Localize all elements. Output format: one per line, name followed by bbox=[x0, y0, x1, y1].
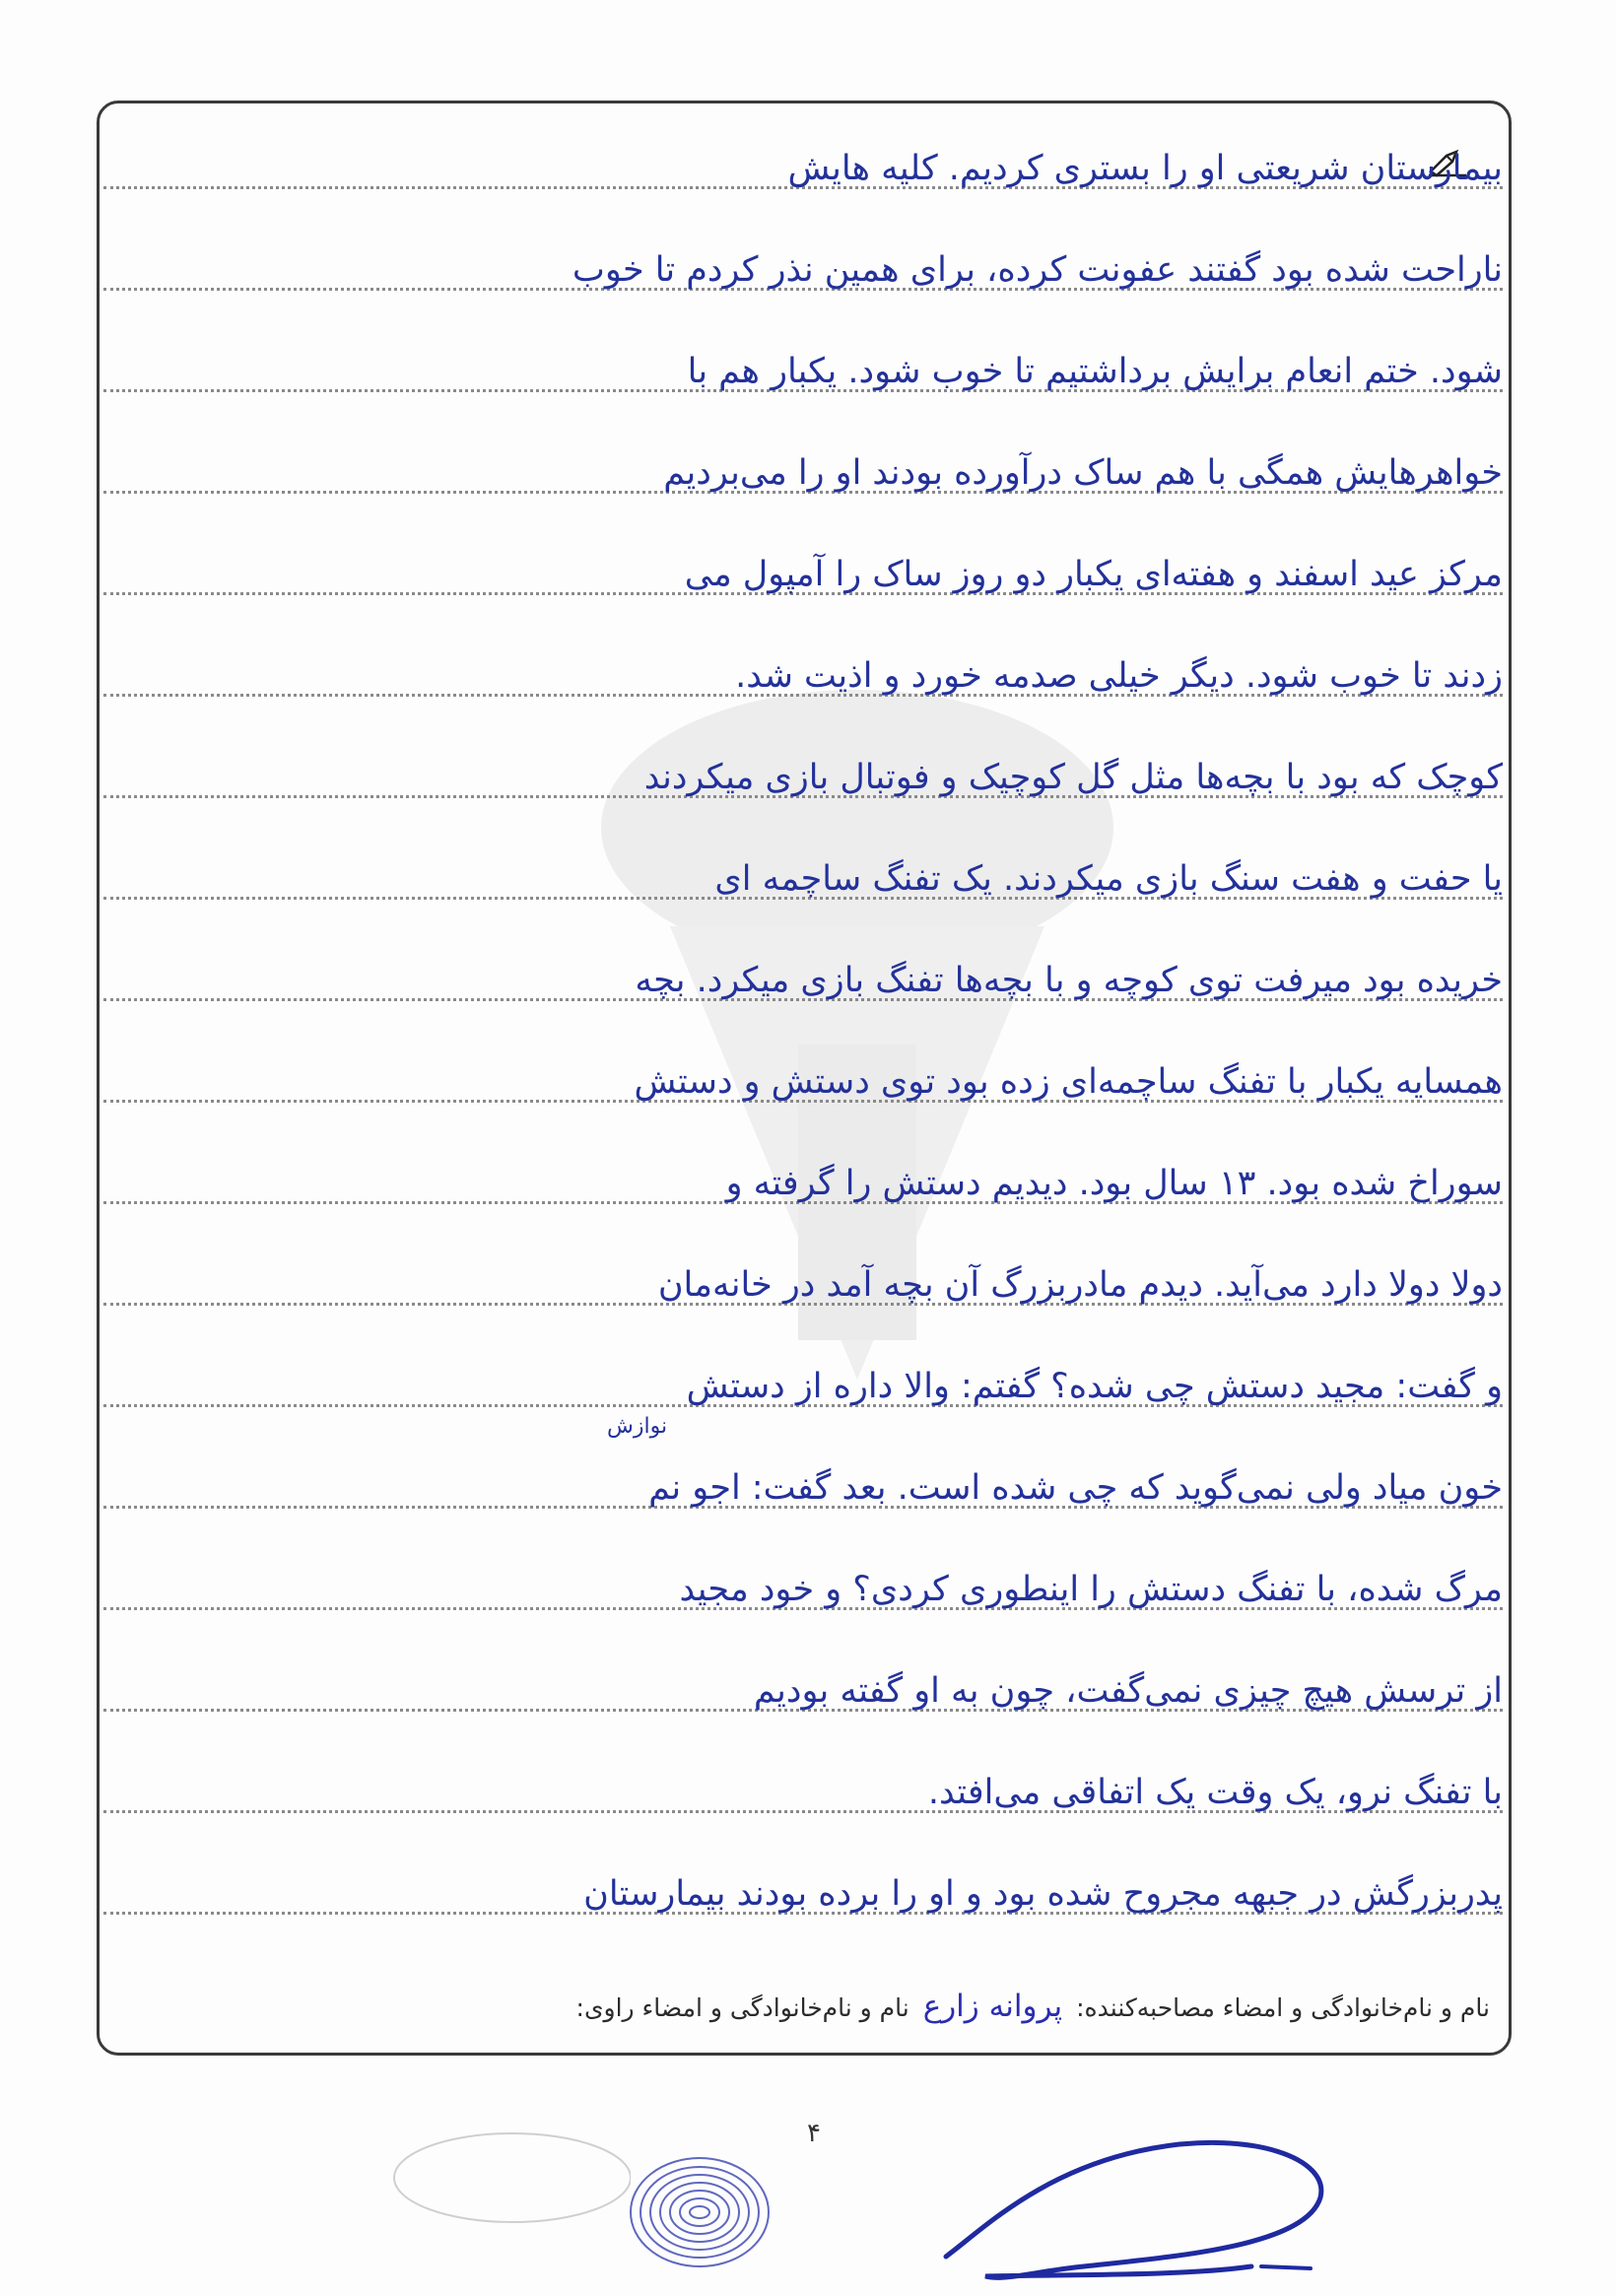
interviewer-label: نام و نام‌خانوادگی و امضاء مصاحبه‌کننده: bbox=[1076, 1993, 1490, 2022]
text-line: ناراحت شده بود گفتند عفونت کرده، برای همین نذر کردم تا خوب bbox=[103, 239, 1503, 301]
text-line: و گفت: مجید دستش چی شده؟ گفتم: والا داره از دستش bbox=[103, 1356, 1503, 1417]
narrator-signature bbox=[926, 2109, 1350, 2286]
page-number: ۴ bbox=[807, 2119, 821, 2148]
text-line: کوچک که بود با بچه‌ها مثل گل کوچیک و فوتبال بازی میکردند bbox=[103, 747, 1503, 808]
signature-footer bbox=[130, 1989, 1490, 2024]
handwritten-insertion: نوازش bbox=[607, 1414, 668, 1439]
narrator-label: نام و نام‌خانوادگی و امضاء راوی: bbox=[575, 1993, 909, 2022]
text-line: زدند تا خوب شود. دیگر خیلی صدمه خورد و اذیت شد. bbox=[103, 645, 1503, 707]
text-line: با تفنگ نرو، یک وقت یک اتفاقی می‌افتد. bbox=[103, 1762, 1503, 1823]
text-line: خون میاد ولی نمی‌گوید که چی شده است. بعد گفت: اجو نم bbox=[103, 1457, 1503, 1519]
text-line: خریده بود میرفت توی کوچه و با بچه‌ها تفنگ بازی میکرد. بچه bbox=[103, 950, 1503, 1011]
text-line: مرگ شده، با تفنگ دستش را اینطوری کردی؟ و خود مجید bbox=[103, 1559, 1503, 1620]
text-line: همسایه یکبار با تفنگ ساچمه‌ای زده بود توی دستش و دستش bbox=[103, 1051, 1503, 1113]
text-line: خواهرهایش همگی با هم ساک درآورده بودند او را می‌بردیم bbox=[103, 442, 1503, 504]
text-line: پدربزرگش در جبهه مجروح شده بود و او را برده بودند بیمارستان bbox=[103, 1863, 1503, 1925]
text-line: سوراخ شده بود. ۱۳ سال بود. دیدیم دستش را گرفته و bbox=[103, 1153, 1503, 1214]
interviewer-name: پروانه زارع bbox=[922, 1989, 1063, 2024]
fingerprint-stamp bbox=[591, 2138, 808, 2286]
text-line: بیمارستان شریعتی او را بستری کردیم. کلیه هایش bbox=[103, 138, 1503, 199]
text-line: از ترسش هیچ چیزی نمی‌گفت، چون به او گفته بودیم bbox=[103, 1660, 1503, 1722]
text-line: یا حفت و هفت سنگ بازی میکردند. یک تفنگ ساچمه ای bbox=[103, 848, 1503, 910]
text-line: دولا دولا دارد می‌آید. دیدم مادربزرگ آن بچه آمد در خانه‌مان bbox=[103, 1254, 1503, 1316]
text-line: مرکز عید اسفند و هفته‌ای یکبار دو روز ساک را آمپول می‌ bbox=[103, 544, 1503, 605]
text-line: شود. ختم انعام برایش برداشتیم تا خوب شود. یکبار هم با bbox=[103, 341, 1503, 402]
